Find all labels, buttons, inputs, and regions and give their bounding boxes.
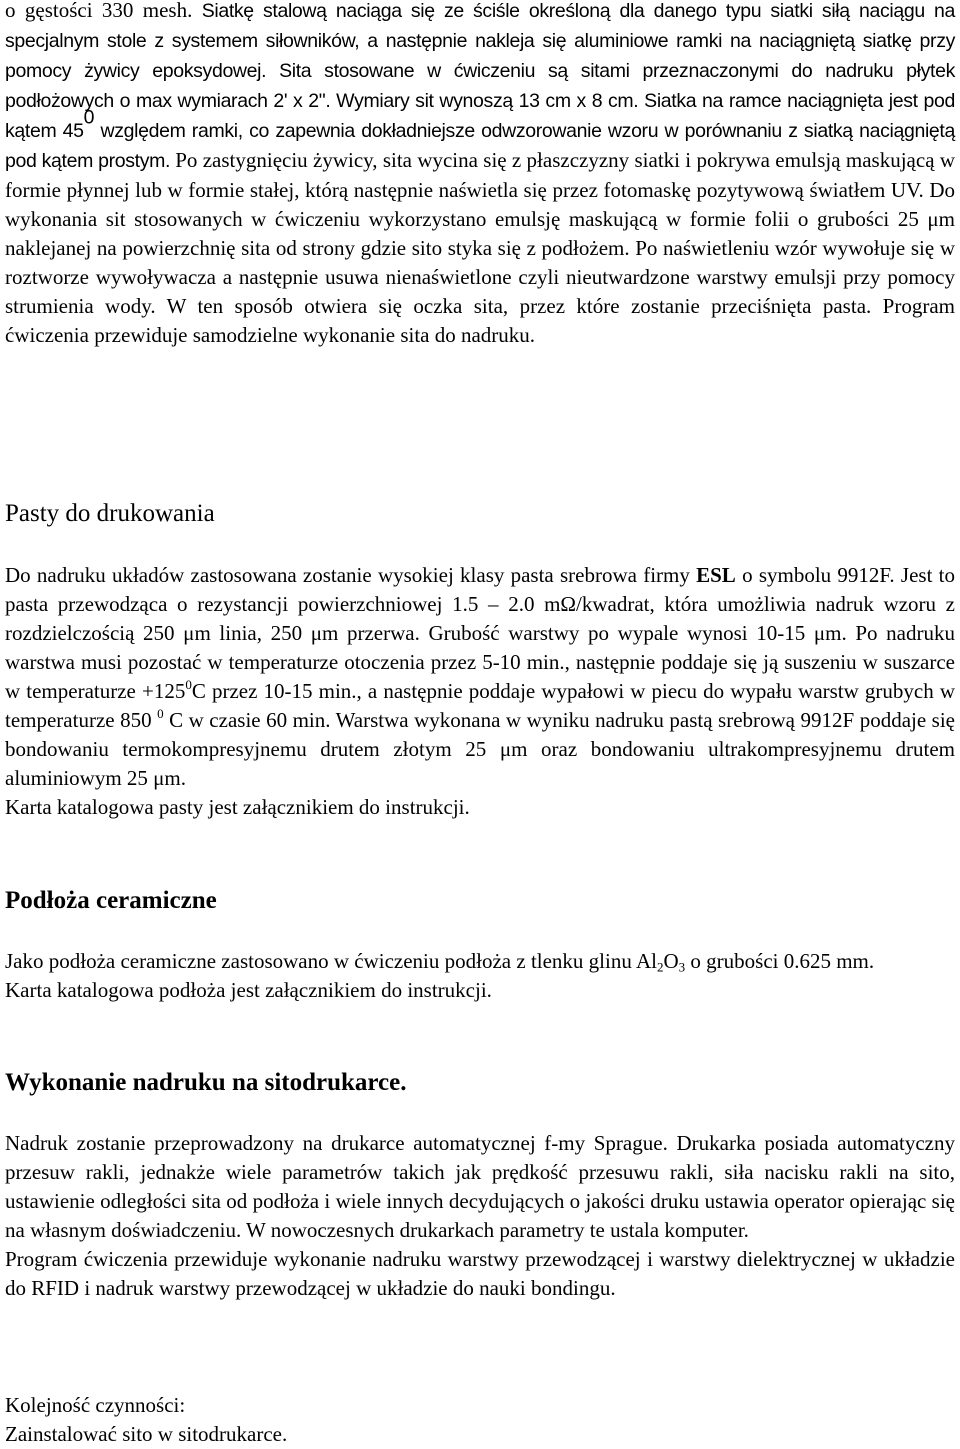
- text-podloza-o: O: [663, 949, 679, 973]
- text-drukarka-opis: Drukarka posiada automatyczny przesuw rakli, jednakże wiele parametrów takich jak prędkość przesuwu rakli, siła nacisku rakli na sito, ustawienie odległości sita od podłoża i wiele innych decydujących o jakości druku ustawia operator opierając się na własnym doświadczeniu. W nowoczesnych drukarkach parametry te ustala komputer.: [5, 1131, 955, 1242]
- text-pasty-intro: Do nadruku układów zastosowana zostanie wysokiej klasy pasta srebrowa firmy: [5, 563, 697, 587]
- text-pasty-bond: C w czasie 60 min. Warstwa wykonana w wyniku nadruku pastą srebrową 9912F poddaje się bondowaniu termokompresyjnemu drutem złotym 25 μm oraz bondowaniu ultrakompresyjnemu drutem aluminiowym 25 μm.: [5, 708, 955, 790]
- text-emulsja: Po zastygnięciu żywicy, sita wycina się z płaszczyzny siatki i pokrywa emulsją maskującą w formie płynnej lub w formie stałej, którą następnie naświetla się przez fotomaskę pozytywową światłem UV. Do wykonania sit stosowanych w ćwiczeniu wykorzystano emulsję maskującą w formie folii o grubości 25 μm naklejanej na powierzchnię sita od strony gdzie sito styka się z podłożem. Po naświetleniu wzór wywołuje się w roztworze wywoływacza a następnie usuwa nienaświetlone czyli nieutwardzone warstwy emulsji przy pomocy strumienia wody. W ten sposób otwiera się oczka sita, przez które zostanie przeciśnięta pasta. Program ćwiczenia przewiduje samodzielne wykonanie sita do nadruku.: [5, 148, 955, 347]
- text-kolejnosc: Kolejność czynności:: [5, 1393, 186, 1417]
- text-karta-pasty: Karta katalogowa pasty jest załącznikiem do instrukcji.: [5, 795, 470, 819]
- text-karta-podloza: Karta katalogowa podłoża jest załącznikiem do instrukcji.: [5, 978, 492, 1002]
- paragraph-podloza: [5, 947, 955, 1005]
- paragraph-kolejnosc: [5, 1391, 955, 1449]
- text-drukarka-intro: Nadruk zostanie przeprowadzony na drukarce automatycznej f-my Sprague.: [5, 1131, 677, 1155]
- text-podloza-intro: Jako podłoża ceramiczne zastosowano w ćwiczeniu podłoża z tlenku glinu Al: [5, 949, 657, 973]
- subscript-2: 2: [656, 959, 664, 975]
- paragraph-wykonanie: [5, 1129, 955, 1303]
- text-mesh: o gęstości 330 mesh.: [5, 0, 202, 22]
- text-pasty-body: o symbolu 9912F. Jest to pasta przewodząca o rezystancji powierzchniowej 1.5 – 2.0 mΩ/kwadrat, która umożliwia nadruk wzoru z rozdzielczością 250 μm linia, 250 μm przerwa. Grubość warstwy po wypale wynosi 10-15 μm. Po nadruku warstwa musi pozostać w temperaturze otoczenia przez 5-10 min., następnie poddaje się ją suszeniu w suszarce w temperaturze +125: [5, 563, 955, 703]
- text-wzgledem-ramki: względem ramki, co zapewnia dokładniejsze odwzorowanie wzoru w porównaniu z siatką naciągniętą pod kątem prostym.: [5, 120, 955, 172]
- superscript-degree: 0: [157, 705, 164, 721]
- text-program-cwiczenia: Program ćwiczenia przewiduje wykonanie nadruku warstwy przewodzącej i warstwy dielektrycznej w układzie do RFID i nadruk warstwy przewodzącej w układzie do nauki bondingu.: [5, 1247, 955, 1300]
- heading-podloza: Podłoża ceramiczne: [5, 887, 217, 914]
- subscript-3: 3: [678, 959, 686, 975]
- text-podloza-grubosc: o grubości 0.625 mm.: [685, 949, 875, 973]
- heading-pasty: Pasty do drukowania: [5, 500, 215, 527]
- superscript-degree: 0: [185, 676, 192, 692]
- superscript-degree: 0: [83, 106, 95, 129]
- heading-wykonanie: Wykonanie nadruku na sitodrukarce.: [5, 1069, 407, 1096]
- text-zainstalowac: Zainstalować sito w sitodrukarce.: [5, 1422, 288, 1446]
- paragraph-pasty: [5, 561, 955, 822]
- paragraph-sita: [5, 0, 955, 350]
- text-siatka-naciag: Siatkę stalową naciąga się ze ściśle określoną dla danego typu siatki siłą naciągu na specjalnym stole z systemem siłowników, a następnie nakleja się aluminiowe ramki na naciągniętą siatkę przy pomocy żywicy epoksydowej. Sita stosowane w ćwiczeniu są sitami przeznaczonymi do nadruku płytek podłożowych o max wymiarach 2' x 2". Wymiary sit wynoszą 13 cm x 8 cm. Siatka na ramce naciągnięta jest pod kątem 45: [5, 0, 955, 142]
- text-pasty-wypal: C przez 10-15 min., a następnie poddaje wypałowi w piecu do wypału warstw grubych w temperaturze 850: [5, 679, 956, 732]
- text-esl: ESL: [696, 563, 736, 587]
